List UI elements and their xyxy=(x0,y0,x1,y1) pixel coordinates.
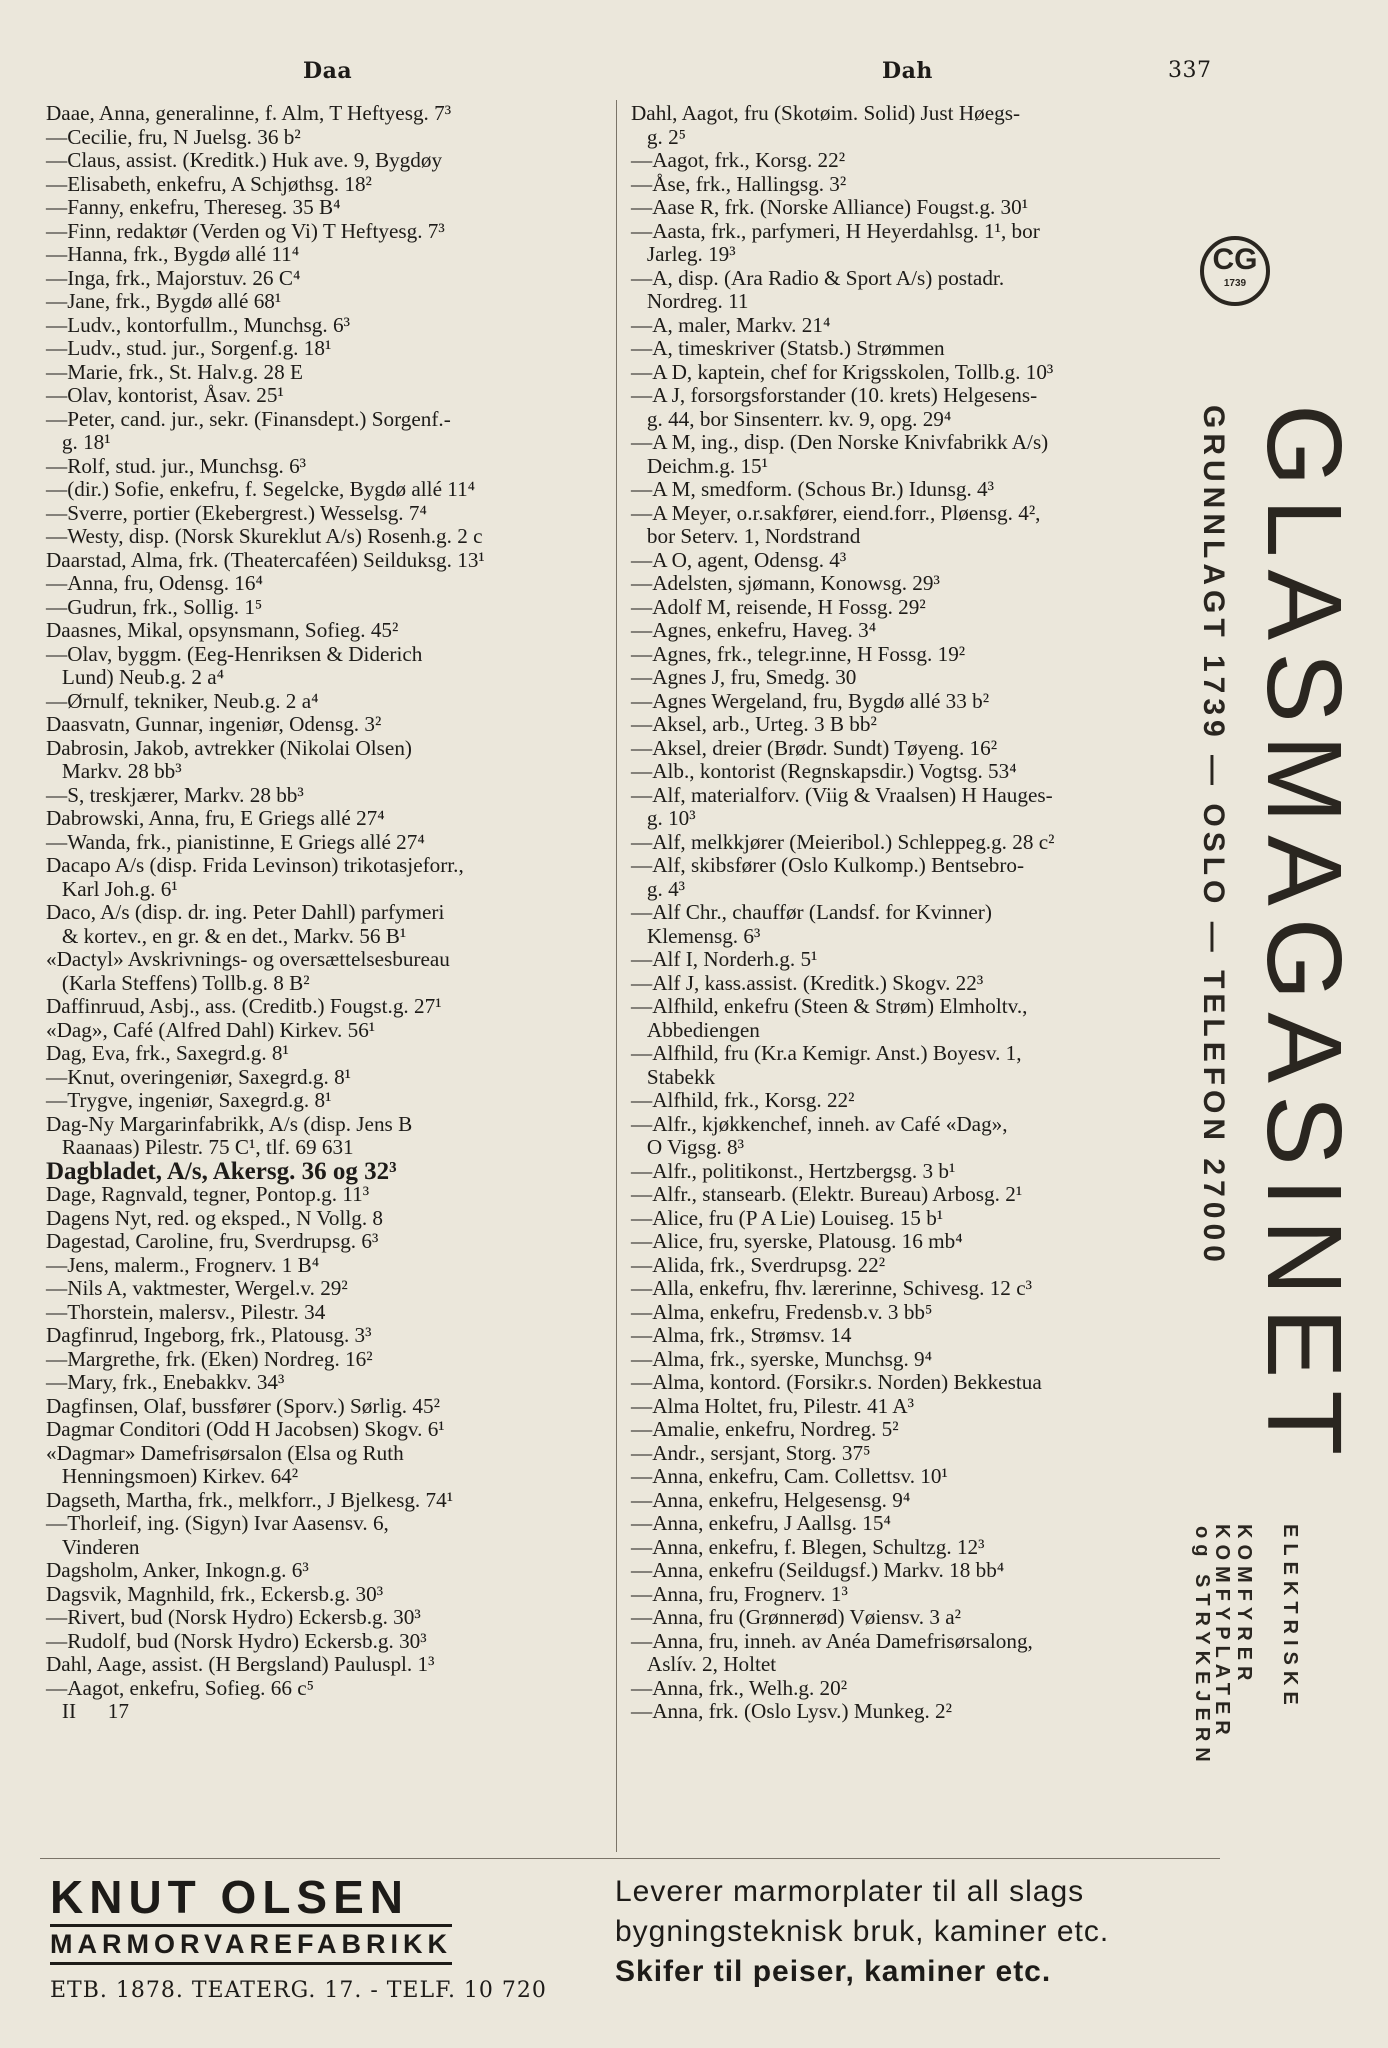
directory-entry: —Thorstein, malersv., Pilestr. 34 xyxy=(46,1299,326,1324)
directory-entry: —Anna, fru, Frognerv. 1³ xyxy=(631,1581,848,1606)
directory-entry: Dagsholm, Anker, Inkogn.g. 6³ xyxy=(46,1558,309,1582)
directory-entry: g. 2⁵ xyxy=(631,124,687,149)
directory-entry: bor Seterv. 1, Nordstrand xyxy=(631,524,861,548)
directory-entry: Dagestad, Caroline, fru, Sverdrupsg. 6³ xyxy=(46,1229,379,1253)
directory-entry: & kortev., en gr. & en det., Markv. 56 B¹ xyxy=(46,923,407,948)
directory-entry: —Jens, malerm., Frognerv. 1 B⁴ xyxy=(46,1252,320,1277)
directory-entry: —Anna, frk., Welh.g. 20² xyxy=(631,1675,848,1700)
directory-entry: Dag, Eva, frk., Saxegrd.g. 8¹ xyxy=(46,1041,289,1065)
directory-entry: —Alfr., politikonst., Hertzbergsg. 3 b¹ xyxy=(631,1158,956,1183)
directory-entry: —A D, kaptein, chef for Krigsskolen, Tollb.g. 10³ xyxy=(631,359,1054,384)
directory-entry: —A M, ing., disp. (Den Norske Knivfabrikk A/s) xyxy=(631,430,1049,454)
directory-entry: g. 44, bor Sinsenterr. kv. 9, opg. 29⁴ xyxy=(631,406,952,431)
directory-entry: —Agnes Wergeland, fru, Bygdø allé 33 b² xyxy=(631,688,990,713)
directory-entry: Aslív. 2, Holtet xyxy=(631,1652,777,1676)
directory-entry: —Agnes, frk., telegr.inne, H Fossg. 19² xyxy=(631,641,966,666)
directory-entry: Dagsvik, Magnhild, frk., Eckersb.g. 30³ xyxy=(46,1581,384,1606)
footer-slogan-line3: Skifer til peiser, kaminer etc. xyxy=(615,1955,1052,1988)
directory-entry: Dabrosin, Jakob, avtrekker (Nikolai Olsen) xyxy=(46,735,412,760)
directory-entry: —Agnes, enkefru, Haveg. 3⁴ xyxy=(631,618,877,642)
directory-entry: —Ludv., stud. jur., Sorgenf.g. 18¹ xyxy=(46,336,332,360)
directory-entry: Dahl, Aagot, fru (Skotøim. Solid) Just Høegs- xyxy=(631,101,1021,125)
directory-entry: —Rudolf, bud (Norsk Hydro) Eckersb.g. 30³ xyxy=(46,1628,427,1653)
directory-entry: —Westy, disp. (Norsk Skureklut A/s) Rosenh.g. 2 c xyxy=(46,524,483,548)
directory-entry: —Olav, kontorist, Åsav. 25¹ xyxy=(46,383,284,407)
directory-entry: —Nils A, vaktmester, Wergel.v. 29² xyxy=(46,1276,348,1300)
directory-entry: —Aksel, dreier (Brødr. Sundt) Tøyeng. 16² xyxy=(631,735,998,760)
directory-entry: Dagens Nyt, red. og eksped., N Vollg. 8 xyxy=(46,1205,384,1230)
directory-entry: —A J, forsorgsforstander (10. krets) Helgesens- xyxy=(631,383,1038,407)
directory-entry: —Alb., kontorist (Regnskapsdir.) Vogtsg. 53⁴ xyxy=(631,759,1017,783)
directory-entry: —Adolf M, reisende, H Fossg. 29² xyxy=(631,594,926,619)
directory-entry: Karl Joh.g. 6¹ xyxy=(46,876,178,901)
footer-divider xyxy=(40,1858,1220,1859)
directory-entry: —Anna, fru, inneh. av Anéa Damefrisørsalong, xyxy=(631,1628,1033,1653)
directory-entry: —Marie, frk., St. Halv.g. 28 E xyxy=(46,359,303,384)
directory-entry: —Gudrun, frk., Sollig. 1⁵ xyxy=(46,594,263,619)
directory-entry: —A M, smedform. (Schous Br.) Idunsg. 4³ xyxy=(631,477,995,501)
directory-entry: —Knut, overingeniør, Saxegrd.g. 8¹ xyxy=(46,1064,352,1089)
directory-entry: —Aagot, frk., Korsg. 22² xyxy=(631,148,846,172)
directory-entry: —Inga, frk., Majorstuv. 26 C⁴ xyxy=(46,265,301,290)
directory-entry: Lund) Neub.g. 2 a⁴ xyxy=(46,665,225,689)
directory-entry: —Jane, frk., Bygdø allé 68¹ xyxy=(46,289,282,313)
directory-entry: Dacapo A/s (disp. Frida Levinson) trikotasjeforr., xyxy=(46,853,464,877)
directory-entry: —Andr., sersjant, Storg. 37⁵ xyxy=(631,1440,871,1465)
directory-entry: —Ludv., kontorfullm., Munchsg. 6³ xyxy=(46,312,350,337)
directory-entry: —Anna, enkefru, Helgesensg. 9⁴ xyxy=(631,1487,911,1512)
directory-entry: g. 18¹ xyxy=(46,430,111,454)
directory-entry: —Anna, enkefru, Cam. Collettsv. 10¹ xyxy=(631,1464,948,1488)
header-middle: Dah xyxy=(882,58,933,84)
directory-entry: —Thorleif, ing. (Sigyn) Ivar Aasensv. 6, xyxy=(46,1511,389,1535)
directory-entry: —Alfhild, enkefru (Steen & Strøm) Elmholtv., xyxy=(631,994,1028,1018)
directory-entry: Vinderen xyxy=(46,1534,140,1559)
footer-brand: KNUT OLSEN xyxy=(50,1871,409,1923)
ad-line-komfyrer: KOMFYRER xyxy=(1233,1524,1255,1687)
directory-entry: —Anna, enkefru, f. Blegen, Schultzg. 12³ xyxy=(631,1534,985,1559)
directory-entry: —Alma, enkefru, Fredensb.v. 3 bb⁵ xyxy=(631,1299,933,1324)
directory-entry: —Alma Holtet, fru, Pilestr. 41 A³ xyxy=(631,1393,914,1418)
ad-line-komfyplater: KOMFYPLATER xyxy=(1211,1524,1233,1741)
directory-entry: —Anna, fru (Grønnerød) Vøiensv. 3 a² xyxy=(631,1605,961,1629)
directory-entry: —(dir.) Sofie, enkefru, f. Segelcke, Bygdø allé 11⁴ xyxy=(46,477,476,501)
directory-entry: —Rolf, stud. jur., Munchsg. 6³ xyxy=(46,453,307,478)
directory-entry: —Fanny, enkefru, Thereseg. 35 B⁴ xyxy=(46,195,341,219)
directory-entry: Dabrowski, Anna, fru, E Griegs allé 27⁴ xyxy=(46,806,385,830)
directory-entry: —Olav, byggm. (Eeg-Henriksen & Diderich xyxy=(46,641,423,666)
footer-subtitle: MARMORVAREFABRIKK xyxy=(50,1924,452,1965)
directory-entry: Daarstad, Alma, frk. (Theatercaféen) Seilduksg. 13¹ xyxy=(46,547,485,572)
directory-entry: —Alma, frk., Strømsv. 14 xyxy=(631,1323,852,1347)
footer-slogan-line1: Leverer marmorplater til all slags xyxy=(615,1875,1085,1908)
directory-entry: Daasnes, Mikal, opsynsmann, Sofieg. 45² xyxy=(46,618,399,642)
directory-entry: Abbediengen xyxy=(631,1017,760,1042)
directory-entry: —Rivert, bud (Norsk Hydro) Eckersb.g. 30³ xyxy=(46,1605,421,1629)
logo-year: 1739 xyxy=(1223,278,1247,289)
directory-entry: —Peter, cand. jur., sekr. (Finansdept.) Sorgenf.- xyxy=(46,406,451,431)
directory-entry: Dage, Ragnvald, tegner, Pontop.g. 11³ xyxy=(46,1182,370,1206)
directory-entry: —Alida, frk., Sverdrupsg. 22² xyxy=(631,1252,886,1277)
directory-entry: Dahl, Aage, assist. (H Bergsland) Pauluspl. 1³ xyxy=(46,1652,435,1676)
directory-entry: Dag-Ny Margarinfabrikk, A/s (disp. Jens B xyxy=(46,1111,413,1136)
directory-entry: —Cecilie, fru, N Juelsg. 36 b² xyxy=(46,124,301,149)
directory-entry: —Finn, redaktør (Verden og Vi) T Heftyesg. 7³ xyxy=(46,218,445,243)
directory-entry: —A, timeskriver (Statsb.) Strømmen xyxy=(631,336,945,360)
logo-text: CG xyxy=(1212,243,1258,276)
right-column xyxy=(631,102,1207,1724)
directory-entry: —Alma, kontord. (Forsikr.s. Norden) Bekkestua xyxy=(631,1370,1042,1394)
left-column xyxy=(46,102,620,1724)
footer-slogan-line2: bygningsteknisk bruk, kaminer etc. xyxy=(615,1915,1110,1948)
directory-entry: —Claus, assist. (Kreditk.) Huk ave. 9, Bygdøy xyxy=(46,148,443,172)
ad-founded-line: GRUNNLAGT 1739 — OSLO — TELEFON 27000 xyxy=(1197,405,1230,1267)
directory-entry: —Alfr., kjøkkenchef, inneh. av Café «Dag», xyxy=(631,1111,1008,1136)
directory-entry: —A, disp. (Ara Radio & Sport A/s) postadr. xyxy=(631,265,1005,290)
directory-entry: Raanaas) Pilestr. 75 C¹, tlf. 69 631 xyxy=(46,1135,354,1159)
ad-line-strykejern: og STRYKEJERN xyxy=(1191,1526,1213,1768)
directory-entry: —Hanna, frk., Bygdø allé 11⁴ xyxy=(46,242,300,266)
directory-entry: Nordreg. 11 xyxy=(631,289,749,313)
directory-entry: —Wanda, frk., pianistinne, E Griegs allé 27⁴ xyxy=(46,829,425,854)
directory-entry: —Adelsten, sjømann, Konowsg. 29³ xyxy=(631,571,940,595)
directory-entry: —Alf, melkkjører (Meieribol.) Schleppeg.g. 28 c² xyxy=(631,829,1055,854)
directory-entry: g. 10³ xyxy=(631,806,696,830)
directory-entry: —Mary, frk., Enebakkv. 34³ xyxy=(46,1370,285,1394)
directory-entry: «Dagmar» Damefrisørsalon (Elsa og Ruth xyxy=(46,1440,404,1465)
ad-line-elektriske: ELEKTRISKE xyxy=(1279,1524,1301,1711)
directory-entry: g. 4³ xyxy=(631,876,686,901)
directory-entry: Stabekk xyxy=(631,1064,716,1089)
directory-entry: —Alf Chr., chauffør (Landsf. for Kvinner) xyxy=(631,900,992,924)
directory-entry: —A Meyer, o.r.sakfører, eiend.forr., Pløensg. 4², xyxy=(631,500,1041,525)
glasmagasinet-logo xyxy=(1200,236,1270,306)
directory-entry: Dagseth, Martha, frk., melkforr., J Bjelkesg. 74¹ xyxy=(46,1487,454,1512)
directory-entry: —Ørnulf, tekniker, Neub.g. 2 a⁴ xyxy=(46,688,319,713)
directory-entry: Jarleg. 19³ xyxy=(631,242,736,266)
directory-entry: —Alice, fru, syerske, Platousg. 16 mb⁴ xyxy=(631,1229,963,1253)
directory-entry: «Dag», Café (Alfred Dahl) Kirkev. 56¹ xyxy=(46,1017,376,1042)
directory-entry: —A, maler, Markv. 21⁴ xyxy=(631,312,831,337)
ad-brand: GLASMAGASINET xyxy=(1245,404,1363,1468)
directory-entry: Daae, Anna, generalinne, f. Alm, T Heftyesg. 7³ xyxy=(46,101,452,125)
header-left: Daa xyxy=(303,58,353,84)
directory-entry: Deichm.g. 15¹ xyxy=(631,453,768,478)
directory-entry: Daasvatn, Gunnar, ingeniør, Odensg. 3² xyxy=(46,712,382,736)
directory-entry: —Alf I, Norderh.g. 5¹ xyxy=(631,947,818,971)
directory-entry: Dagmar Conditori (Odd H Jacobsen) Skogv. 6¹ xyxy=(46,1417,445,1441)
directory-entry: —Margrethe, frk. (Eken) Nordreg. 16² xyxy=(46,1346,373,1371)
directory-entry: —Elisabeth, enkefru, A Schjøthsg. 18² xyxy=(46,171,372,196)
directory-entry: —Anna, frk. (Oslo Lysv.) Munkeg. 2² xyxy=(631,1699,952,1723)
directory-entry: —Alma, frk., syerske, Munchsg. 9⁴ xyxy=(631,1346,933,1371)
directory-entry: Dagfinrud, Ingeborg, frk., Platousg. 3³ xyxy=(46,1323,372,1347)
directory-entry: —Alfhild, frk., Korsg. 22² xyxy=(631,1088,855,1112)
directory-entry: O Vigsg. 8³ xyxy=(631,1135,744,1159)
directory-entry: Daco, A/s (disp. dr. ing. Peter Dahll) parfymeri xyxy=(46,900,445,924)
directory-entry: —Alla, enkefru, fhv. lærerinne, Schivesg. 12 c³ xyxy=(631,1276,1032,1300)
page-number: 337 xyxy=(1168,58,1212,83)
directory-entry: —Agnes J, fru, Smedg. 30 xyxy=(631,665,857,689)
directory-entry: —Anna, enkefru (Seildugsf.) Markv. 18 bb⁴ xyxy=(631,1558,1005,1582)
directory-entry: —Alf, skibsfører (Oslo Kulkomp.) Bentsebro- xyxy=(631,853,1025,877)
directory-entry: (Karla Steffens) Tollb.g. 8 B² xyxy=(46,970,310,995)
directory-entry: Dagbladet, A/s, Akersg. 36 og 32³ xyxy=(46,1157,397,1185)
directory-entry: —Anna, fru, Odensg. 16⁴ xyxy=(46,571,263,595)
directory-entry: II 17 xyxy=(46,1699,129,1723)
footer-slogan xyxy=(615,1872,1109,1992)
directory-entry: —Alfhild, fru (Kr.a Kemigr. Anst.) Boyesv. 1, xyxy=(631,1041,1022,1065)
directory-entry: Henningsmoen) Kirkev. 64² xyxy=(46,1464,299,1488)
directory-entry: —Alfr., stansearb. (Elektr. Bureau) Arbosg. 2¹ xyxy=(631,1182,1023,1206)
directory-entry: —Alf, materialforv. (Viig & Vraalsen) H Hauges- xyxy=(631,782,1053,807)
directory-entry: —Anna, enkefru, J Aallsg. 15⁴ xyxy=(631,1511,891,1535)
directory-entry: Markv. 28 bb³ xyxy=(46,759,182,783)
directory-entry: —Trygve, ingeniør, Saxegrd.g. 8¹ xyxy=(46,1088,332,1112)
directory-entry: —Aksel, arb., Urteg. 3 B bb² xyxy=(631,712,877,736)
directory-entry: —Alf J, kass.assist. (Kreditk.) Skogv. 22³ xyxy=(631,970,984,995)
directory-entry: «Dactyl» Avskrivnings- og oversættelsesbureau xyxy=(46,947,450,971)
directory-entry: —Aasta, frk., parfymeri, H Heyerdahlsg. 1¹, bor xyxy=(631,218,1040,243)
directory-entry: Klemensg. 6³ xyxy=(631,923,761,948)
directory-entry: Daffinruud, Asbj., ass. (Creditb.) Fougst.g. 27¹ xyxy=(46,994,442,1018)
directory-entry: Dagfinsen, Olaf, bussfører (Sporv.) Sørlig. 45² xyxy=(46,1393,440,1418)
directory-entry: —Amalie, enkefru, Nordreg. 5² xyxy=(631,1417,899,1441)
directory-entry: —Alice, fru (P A Lie) Louiseg. 15 b¹ xyxy=(631,1205,944,1230)
directory-entry: —Aagot, enkefru, Sofieg. 66 c⁵ xyxy=(46,1675,315,1700)
directory-entry: —A O, agent, Odensg. 4³ xyxy=(631,547,847,572)
directory-entry: —Sverre, portier (Ekebergrest.) Wesselsg. 7⁴ xyxy=(46,500,427,525)
directory-entry: —S, treskjærer, Markv. 28 bb³ xyxy=(46,782,304,807)
footer-address: ETB. 1878. TEATERG. 17. - TELF. 10 720 xyxy=(50,1978,547,2003)
directory-entry: —Aase R, frk. (Norske Alliance) Fougst.g. 30¹ xyxy=(631,195,1029,219)
directory-entry: —Åse, frk., Hallingsg. 3² xyxy=(631,171,847,196)
